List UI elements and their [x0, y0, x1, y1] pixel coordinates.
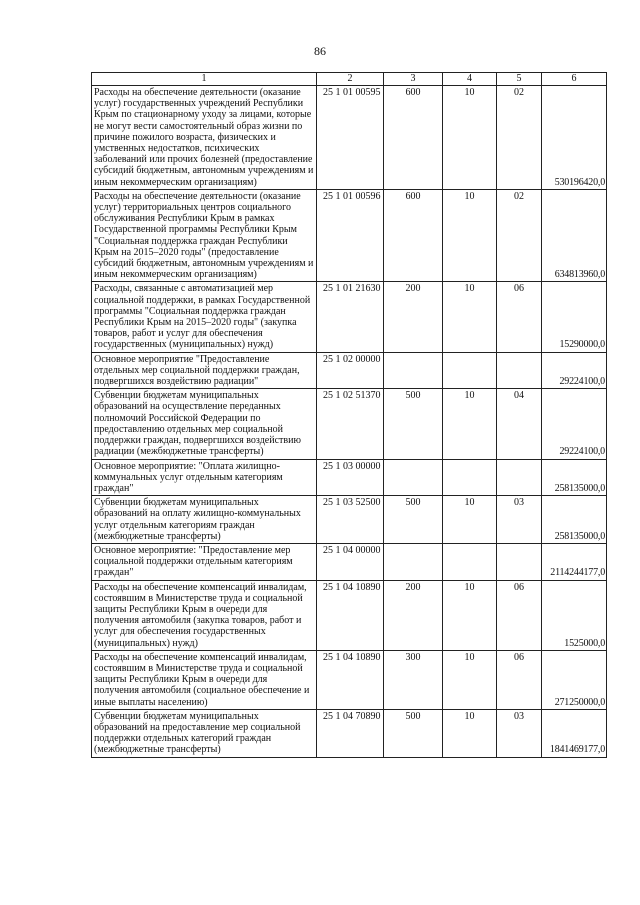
row-vr-code: [384, 459, 443, 496]
row-vr-code: [384, 543, 443, 580]
row-amount: 29224100,0: [542, 352, 607, 389]
row-pr-code: 02: [497, 189, 542, 282]
header-col-6: 6: [542, 73, 607, 86]
header-col-4: 4: [443, 73, 497, 86]
row-csr-code: 25 1 04 70890: [317, 709, 384, 757]
row-pr-code: 04: [497, 389, 542, 459]
row-csr-code: 25 1 01 21630: [317, 282, 384, 352]
header-row: [92, 73, 607, 86]
row-vr-code: 200: [384, 282, 443, 352]
row-name: Субвенции бюджетам муниципальных образований на предоставление мер социальной поддержки отдельных категорий граждан (межбюджетные трансферты): [92, 709, 317, 757]
row-csr-code: 25 1 03 00000: [317, 459, 384, 496]
row-pr-code: 06: [497, 650, 542, 709]
table-row: [92, 543, 607, 580]
row-rz-code: 10: [443, 580, 497, 650]
row-vr-code: 500: [384, 496, 443, 544]
row-amount: 271250000,0: [542, 650, 607, 709]
row-rz-code: 10: [443, 389, 497, 459]
row-amount: 1525000,0: [542, 580, 607, 650]
row-pr-code: 03: [497, 709, 542, 757]
row-rz-code: [443, 543, 497, 580]
row-amount: 258135000,0: [542, 459, 607, 496]
row-pr-code: [497, 459, 542, 496]
row-name: Основное мероприятие "Предоставление отдельных мер социальной поддержки граждан, подвергшихся воздействию радиации": [92, 352, 317, 389]
row-pr-code: 03: [497, 496, 542, 544]
row-vr-code: 600: [384, 189, 443, 282]
row-rz-code: 10: [443, 709, 497, 757]
row-name: Расходы на обеспечение деятельности (оказание услуг) территориальных центров социального обслуживания Республики Крым в рамках Государственной программы Республики Крым "Социальная поддержка граждан Республики Крым на 2015–2020 годы" (предоставление субсидий бюджетным, автономным учреждениям и иным некоммерческим организациям): [92, 189, 317, 282]
row-vr-code: 300: [384, 650, 443, 709]
table-row: [92, 459, 607, 496]
row-csr-code: 25 1 03 52500: [317, 496, 384, 544]
row-name: Расходы на обеспечение деятельности (оказание услуг) государственных учреждений Республики Крым по стационарному уходу за лицами, которые не могут вести самостоятельный образ жизни по причине пожилого возраста, физических и умственных недостатков, психических заболеваний или прочих болезней (предоставление субсидий бюджетным, автономным учреждениям и иным некоммерческим организациям): [92, 86, 317, 190]
header-col-3: 3: [384, 73, 443, 86]
row-csr-code: 25 1 02 00000: [317, 352, 384, 389]
row-pr-code: [497, 543, 542, 580]
table-row: [92, 189, 607, 282]
row-rz-code: 10: [443, 86, 497, 190]
page-number: 86: [314, 44, 326, 58]
row-name: Субвенции бюджетам муниципальных образований на оплату жилищно-коммунальных услуг отдельным категориям граждан (межбюджетные трансферты): [92, 496, 317, 544]
table-row: [92, 389, 607, 459]
row-name: Субвенции бюджетам муниципальных образований на осуществление переданных полномочий Российской Федерации по предоставлению отдельных мер социальной поддержки граждан, подвергшихся воздействию радиации (межбюджетные трансферты): [92, 389, 317, 459]
row-amount: 530196420,0: [542, 86, 607, 190]
row-rz-code: [443, 352, 497, 389]
header-col-1: 1: [92, 73, 317, 86]
table-row: [92, 496, 607, 544]
row-rz-code: 10: [443, 496, 497, 544]
row-vr-code: 600: [384, 86, 443, 190]
row-name: Расходы, связанные с автоматизацией мер социальной поддержки, в рамках Государственной программы "Социальная поддержка граждан Республики Крым на 2015–2020 годы" (закупка товаров, работ и услуг для обеспечения государственных (муниципальных) нужд): [92, 282, 317, 352]
row-csr-code: 25 1 02 51370: [317, 389, 384, 459]
row-amount: 2114244177,0: [542, 543, 607, 580]
row-pr-code: 06: [497, 282, 542, 352]
row-vr-code: [384, 352, 443, 389]
row-amount: 15290000,0: [542, 282, 607, 352]
row-amount: 634813960,0: [542, 189, 607, 282]
row-pr-code: 06: [497, 580, 542, 650]
row-amount: 29224100,0: [542, 389, 607, 459]
row-rz-code: 10: [443, 282, 497, 352]
row-csr-code: 25 1 01 00595: [317, 86, 384, 190]
row-csr-code: 25 1 01 00596: [317, 189, 384, 282]
row-csr-code: 25 1 04 10890: [317, 650, 384, 709]
table-row: [92, 709, 607, 757]
row-pr-code: 02: [497, 86, 542, 190]
header-col-5: 5: [497, 73, 542, 86]
row-name: Основное мероприятие: "Оплата жилищно-коммунальных услуг отдельным категориям граждан": [92, 459, 317, 496]
table-row: [92, 352, 607, 389]
row-csr-code: 25 1 04 10890: [317, 580, 384, 650]
table-row: [92, 86, 607, 190]
table-row: [92, 282, 607, 352]
budget-table: [91, 72, 607, 758]
row-amount: 258135000,0: [542, 496, 607, 544]
row-amount: 1841469177,0: [542, 709, 607, 757]
row-pr-code: [497, 352, 542, 389]
row-rz-code: [443, 459, 497, 496]
row-rz-code: 10: [443, 189, 497, 282]
row-vr-code: 500: [384, 389, 443, 459]
row-name: Основное мероприятие: "Предоставление мер социальной поддержки отдельным категориям граждан": [92, 543, 317, 580]
row-name: Расходы на обеспечение компенсаций инвалидам, состоявшим в Министерстве труда и социальной защиты Республики Крым в очереди для получения автомобиля (закупка товаров, работ и услуг для обеспечения государственных (муниципальных) нужд): [92, 580, 317, 650]
row-vr-code: 500: [384, 709, 443, 757]
row-rz-code: 10: [443, 650, 497, 709]
row-vr-code: 200: [384, 580, 443, 650]
header-col-2: 2: [317, 73, 384, 86]
row-name: Расходы на обеспечение компенсаций инвалидам, состоявшим в Министерстве труда и социальной защиты Республики Крым в очереди для получения автомобиля (социальное обеспечение и иные выплаты населению): [92, 650, 317, 709]
row-csr-code: 25 1 04 00000: [317, 543, 384, 580]
table-row: [92, 650, 607, 709]
table-row: [92, 580, 607, 650]
